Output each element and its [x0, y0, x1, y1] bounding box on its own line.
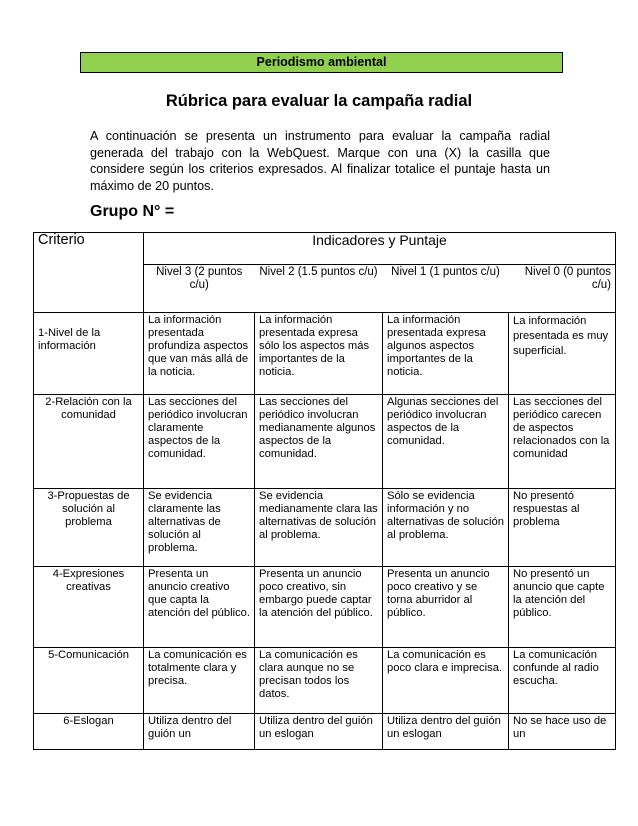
- rubric-cell[interactable]: Se evidencia medianamente clara las alternativas de solución al problema.: [255, 489, 383, 567]
- rubric-cell[interactable]: Utiliza dentro del guión un eslogan: [255, 714, 383, 750]
- table-row: [34, 489, 616, 567]
- rubric-cell[interactable]: No se hace uso de un: [509, 714, 616, 750]
- rubric-cell[interactable]: La información presentada expresa algunos aspectos importantes de la noticia.: [383, 313, 509, 395]
- criterion-cell: 6-Eslogan: [34, 714, 144, 750]
- rubric-cell[interactable]: Se evidencia claramente las alternativas de solución al problema.: [144, 489, 255, 567]
- rubric-cell[interactable]: Las secciones del periódico carecen de aspectos relacionados con la comunidad: [509, 395, 616, 489]
- rubric-cell[interactable]: Sólo se evidencia información y no alternativas de solución al problema.: [383, 489, 509, 567]
- criterion-cell: 3-Propuestas de solución al problema: [34, 489, 144, 567]
- rubric-cell[interactable]: Presenta un anuncio poco creativo, sin embargo puede captar la atención del público.: [255, 567, 383, 648]
- rubric-cell[interactable]: La información presentada es muy superficial.: [509, 313, 616, 395]
- table-row: [34, 648, 616, 714]
- group-number-label: Grupo N° =: [90, 203, 175, 220]
- criterion-cell: 5-Comunicación: [34, 648, 144, 714]
- rubric-cell[interactable]: La información presentada expresa sólo los aspectos más importantes de la noticia.: [255, 313, 383, 395]
- criterion-cell: 1-Nivel de la información: [34, 313, 144, 395]
- rubric-cell[interactable]: Algunas secciones del periódico involucran aspectos de la comunidad.: [383, 395, 509, 489]
- rubric-cell[interactable]: La comunicación es clara aunque no se precisan todos los datos.: [255, 648, 383, 714]
- table-row: [34, 395, 616, 489]
- level-1-header: Nivel 1 (1 puntos c/u): [383, 265, 509, 313]
- level-3-header: Nivel 3 (2 puntos c/u): [144, 265, 255, 313]
- section-banner: Periodismo ambiental: [80, 52, 563, 73]
- table-row: [34, 313, 616, 395]
- rubric-cell[interactable]: Presenta un anuncio poco creativo y se torna aburridor al público.: [383, 567, 509, 648]
- level-0-header: Nivel 0 (0 puntos c/u): [509, 265, 616, 313]
- rubric-table: [33, 232, 616, 750]
- page-title: Rúbrica para evaluar la campaña radial: [165, 92, 473, 110]
- criterion-header: Criterio: [34, 233, 144, 313]
- header-row-indicators: [34, 233, 616, 265]
- rubric-cell[interactable]: No presentó un anuncio que capte la atención del público.: [509, 567, 616, 648]
- indicators-header: Indicadores y Puntaje: [144, 233, 616, 265]
- level-2-header: Nivel 2 (1.5 puntos c/u): [255, 265, 383, 313]
- rubric-cell[interactable]: Utiliza dentro del guión un: [144, 714, 255, 750]
- rubric-cell[interactable]: No presentó respuestas al problema: [509, 489, 616, 567]
- rubric-cell[interactable]: Utiliza dentro del guión un eslogan: [383, 714, 509, 750]
- rubric-cell[interactable]: La comunicación es poco clara e imprecisa.: [383, 648, 509, 714]
- rubric-cell[interactable]: La comunicación confunde al radio escucha.: [509, 648, 616, 714]
- criterion-cell: 4-Expresiones creativas: [34, 567, 144, 648]
- rubric-cell[interactable]: La comunicación es totalmente clara y precisa.: [144, 648, 255, 714]
- rubric-cell[interactable]: Las secciones del periódico involucran claramente aspectos de la comunidad.: [144, 395, 255, 489]
- rubric-cell[interactable]: Las secciones del periódico involucran medianamente algunos aspectos de la comunidad.: [255, 395, 383, 489]
- intro-paragraph: A continuación se presenta un instrumento para evaluar la campaña radial generada del trabajo con la WebQuest. Marque con una (X) la casilla que considere según los criterios expresados. Al finalizar totalice el puntaje hasta un máximo de 20 puntos.: [90, 129, 550, 193]
- table-row: [34, 714, 616, 750]
- rubric-cell[interactable]: La información presentada profundiza aspectos que van más allá de la noticia.: [144, 313, 255, 395]
- criterion-cell: 2-Relación con la comunidad: [34, 395, 144, 489]
- table-row: [34, 567, 616, 648]
- rubric-cell[interactable]: Presenta un anuncio creativo que capta la atención del público.: [144, 567, 255, 648]
